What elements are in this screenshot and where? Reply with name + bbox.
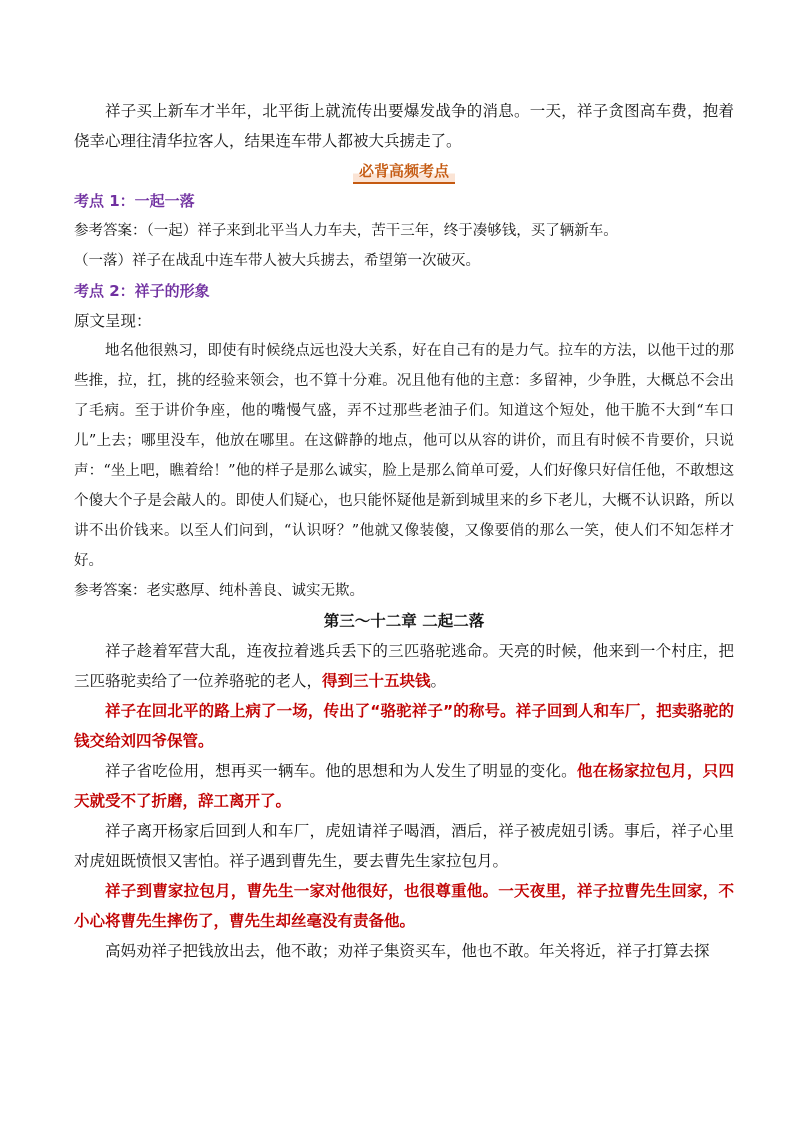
kaodian-2-answer: 参考答案：老实憨厚、纯朴善良、诚实无欺。 [74,583,364,599]
section-heading: 必背高频考点 [353,161,455,184]
kaodian-1-answer-line2: （一落）祥子在战乱中连车带人被大兵掳去，希望第一次破灭。 [74,253,480,269]
chapter-title: 第三～十二章 二起二落 [323,612,485,630]
original-text-excerpt: 地名他很熟习，即使有时候绕点远也没大关系，好在自己有的是力气。拉车的方法，以他干过的那些推，拉，扛，挑的经验来领会，也不算十分难。况且他有他的主意：多留神，少争胜，大概总不会出了毛病。至于讲价争座，他的嘴慢气盛，弄不过那些老油子们。知道这个短处，他干脆不大到“车口儿”上去；哪里没车，他放在哪里。在这僻静的地点，他可以从容的讲价，而且有时候不肯要价，只说声：“坐上吧，瞧着给！”他的样子是那么诚实，脸上是那么简单可爱，人们好像只好信任他，不敢想这个傻大个子是会敲人的。即使人们疑心，也只能怀疑他是新到城里来的乡下老儿，大概不认识路，所以讲不出价钱来。以至人们问到，“认识呀？”他就又像装傻，又像要俏的那么一笑，使人们不知怎样才好。 [74,343,734,569]
original-text-label: 原文呈现： [74,312,152,330]
intro-paragraph: 祥子买上新车才半年，北平街上就流传出要爆发战争的消息。一天，祥子贪图高车费，抱着侥幸心理往清华拉客人，结果连车带人都被大兵掳走了。 [74,102,734,150]
chapter-paragraph-4: 祥子离开杨家后回到人和车厂，虎妞请祥子喝酒，酒后，祥子被虎妞引诱。事后，祥子心里对虎妞既愤恨又害怕。祥子遇到曹先生，要去曹先生家拉包月。 [74,822,734,870]
chapter-paragraph-5: 祥子到曹家拉包月，曹先生一家对他很好，也很尊重他。一天夜里，祥子拉曹先生回家，不小心将曹先生摔伤了，曹先生却丝毫没有责备他。 [74,882,734,930]
chapter-paragraph-3-emphasis: 他在杨家拉包月，只四天就受不了折磨，辞工离开了。 [74,762,734,810]
page-content [74,96,734,966]
kaodian-1-title: 考点 1：一起一落 [74,192,195,210]
chapter-paragraph-2: 祥子在回北平的路上病了一场，传出了“骆驼祥子”的称号。祥子回到人和车厂，把卖骆驼的钱交给刘四爷保管。 [74,702,734,750]
chapter-paragraph-1-emphasis: 得到三十五块钱 [322,672,431,690]
chapter-paragraph-6: 高妈劝祥子把钱放出去，他不敢；劝祥子集资买车，他也不敢。年关将近，祥子打算去探 [105,942,710,960]
kaodian-2-title: 考点 2：祥子的形象 [74,282,210,300]
kaodian-1-answer-line1: 参考答案：（一起）祥子来到北平当人力车夫，苦干三年，终于凑够钱，买了辆新车。 [74,223,618,239]
chapter-paragraph-1 [74,636,734,696]
section-heading-wrap [74,156,734,186]
chapter-paragraph-3-text: 祥子省吃俭用，想再买一辆车。他的思想和为人发生了明显的变化。 [105,762,577,780]
chapter-paragraph-1-text: 祥子趁着军营大乱，连夜拉着逃兵丢下的三匹骆驼逃命。天亮的时候，他来到一个村庄，把三匹骆驼卖给了一位养骆驼的老人， [74,642,734,690]
chapter-paragraph-1-end: 。 [430,672,447,690]
chapter-paragraph-3 [74,756,734,816]
